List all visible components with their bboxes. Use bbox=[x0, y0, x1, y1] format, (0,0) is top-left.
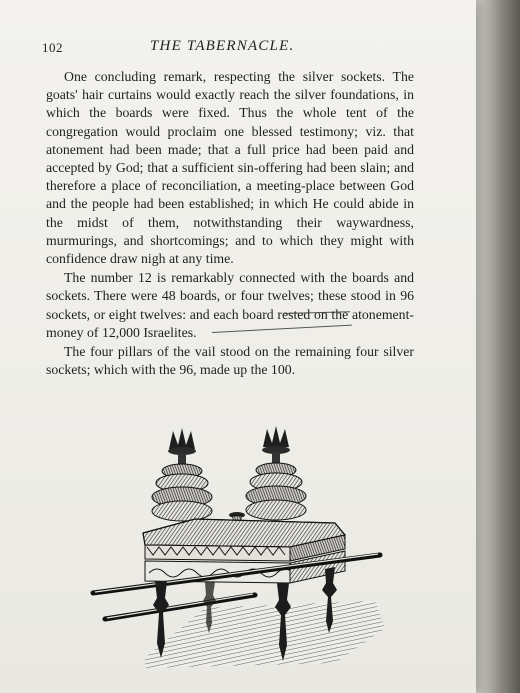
left-firepan bbox=[152, 428, 212, 521]
running-title: THE TABERNACLE. bbox=[150, 38, 295, 54]
paragraph-1: One concluding remark, respecting the silver sockets. The goats' hair curtains would exactly reach the silver foundations, in which the boards were fixed. Thus the whole tent of the congregation would proclaim one blessed testimony; viz. that atonement had been made; that a full price had been paid and accepted by God; that a sufficient sin-offering had been slain; and therefore a place of reconciliation, a meeting-place between God and the people had been established; in which He could abide in the midst of them, notwithstanding their waywardness, murmurings, and shortcomings; and to which they might with confidence draw nigh at any time. bbox=[46, 69, 414, 267]
body-text bbox=[46, 68, 414, 380]
paragraph-2: The number 12 is remarkably connected with the boards and sockets. There were 48 boards, or four twelves; these stood in 96 sockets, or eight twelves: and each board rested on the atonement-money of 12,000 Israelites. bbox=[46, 270, 414, 340]
paragraph-3: The four pillars of the vail stood on the remaining four silver sockets; which with the 96, made up the 100. bbox=[46, 344, 414, 378]
page-header bbox=[42, 38, 412, 58]
altar-illustration bbox=[85, 423, 385, 668]
right-firepan bbox=[246, 426, 306, 520]
page-number: 102 bbox=[42, 40, 63, 55]
book-gutter bbox=[472, 0, 520, 693]
